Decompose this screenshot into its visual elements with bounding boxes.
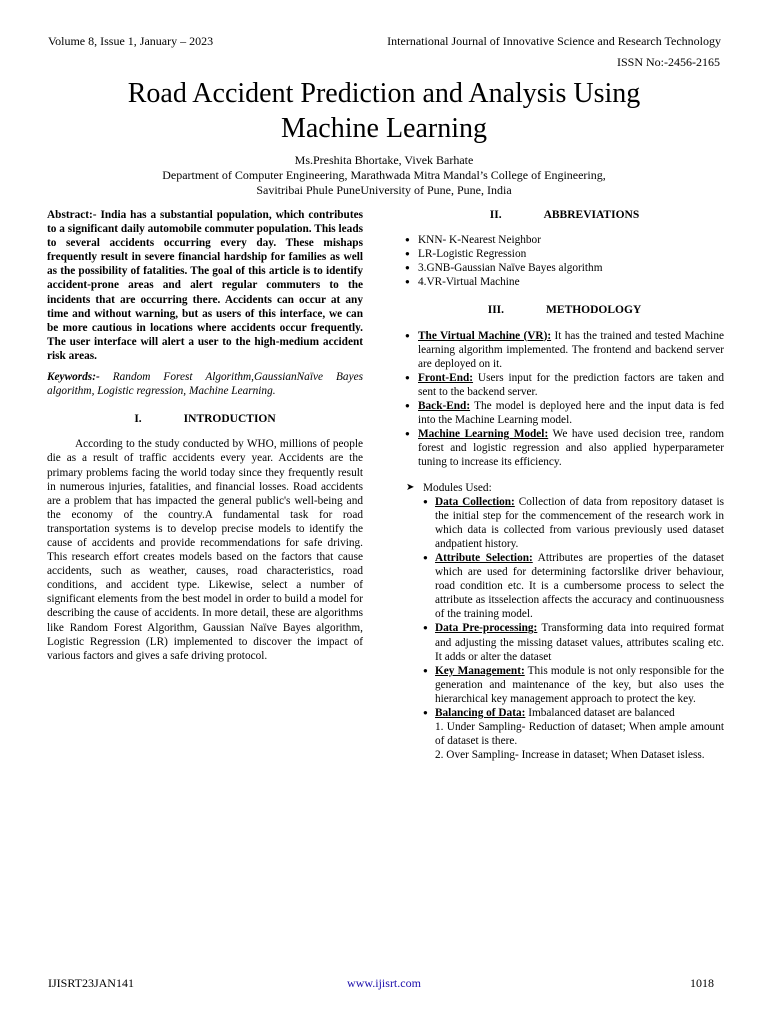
list-item: [423, 621, 724, 663]
list-item-text: Transforming data into required format and adjusting the missing dataset values, attributes scaling etc. It adds or alter the dataset: [435, 622, 725, 663]
list-item-text: Users input for the prediction factors are taken and sent to the backend server.: [418, 371, 724, 398]
paper-id: IJISRT23JAN141: [48, 976, 134, 990]
list-item-text: This module is not only responsible for the generation and maintenance of the key, but also uses the hierarchical key management approach to protect the key.: [435, 664, 724, 705]
list-item: ● LR-Logistic Regression: [405, 247, 724, 261]
journal-website-link[interactable]: www.ijisrt.com: [347, 976, 421, 990]
keywords: [47, 370, 363, 398]
abbreviations-heading-text: ABBREVIATIONS: [543, 209, 640, 221]
list-item: [423, 706, 724, 720]
left-column: [47, 208, 363, 663]
list-item: [423, 551, 724, 621]
abstract-text: India has a substantial population, which contributes to a significant daily automobile commuter population. This leads to several accidents occurring every day. These mishaps frequently result in severe financial hardship for families as well as the possibility of fatalities. The goal of this article is to identify accident-prone areas and alert regular commuters to the incidents that are occurring there. Accidents can occur at any time and without warning, but as users of this interface, we can be more cautious in locations where accidents occur frequently. The user interface will alert a user to the high-medium accident risk areas.: [47, 209, 363, 362]
affiliation-line-2: Savitribai Phule PuneUniversity of Pune, Pune, India: [256, 183, 512, 197]
journal-name: International Journal of Innovative Science and Research Technology: [387, 34, 721, 48]
list-item-text: Attributes are properties of the dataset which are used for determining factorslike driver behaviour, road condition etc. It is a cumbersome process to select the attribute as itsselection affects the accuracy and continuousness of the training model.: [435, 551, 724, 621]
keywords-label: Keywords:-: [47, 371, 100, 384]
right-column: [405, 208, 724, 762]
abbreviations-heading-num: II.: [489, 209, 502, 221]
list-item-term: Attribute Selection:: [435, 551, 533, 564]
list-item-term: Front-End:: [418, 371, 474, 384]
affiliation-line-1: Department of Computer Engineering, Marathwada Mitra Mandal’s College of Engineering,: [162, 168, 606, 182]
paper-title: [40, 76, 728, 146]
issn: ISSN No:-2456-2165: [616, 55, 720, 69]
list-item: [423, 664, 724, 706]
methodology-list: [405, 329, 724, 470]
keywords-text: Random Forest Algorithm,GaussianNaïve Bayes algorithm, Logistic regression, Machine Learning.: [47, 371, 363, 398]
intro-heading-text: INTRODUCTION: [183, 413, 276, 426]
page-number: 1018: [690, 976, 714, 990]
affiliation: [0, 168, 768, 198]
intro-heading-num: I.: [134, 413, 142, 426]
modules-heading: ➤ Modules Used:: [405, 481, 724, 495]
list-item-term: Balancing of Data:: [435, 707, 526, 719]
list-item: ● 3.GNB-Gaussian Naïve Bayes algorithm: [405, 261, 724, 275]
authors: Ms.Preshita Bhortake, Vivek Barhate: [294, 153, 474, 167]
methodology-heading-text: METHODOLOGY: [546, 304, 642, 317]
list-item-term: Data Collection:: [435, 495, 515, 508]
list-item: ● KNN- K-Nearest Neighbor: [405, 233, 724, 247]
abstract-label: Abstract:-: [47, 209, 97, 221]
list-item-term: The Virtual Machine (VR):: [418, 329, 552, 342]
title-line-2: Machine Learning: [280, 113, 488, 144]
abbreviations-heading: [405, 208, 724, 222]
list-item-text: Imbalanced dataset are balanced: [525, 707, 675, 719]
list-item-term: Key Management:: [435, 664, 525, 677]
volume-info: Volume 8, Issue 1, January – 2023: [48, 34, 214, 48]
list-item-term: Data Pre-processing:: [435, 622, 538, 635]
list-item: [405, 399, 724, 427]
list-item: [423, 495, 724, 551]
list-item: [405, 371, 724, 399]
under-sampling-note: 1. Under Sampling- Reduction of dataset; When ample amount of dataset is there.: [435, 721, 724, 748]
list-item-term: Machine Learning Model:: [418, 428, 549, 441]
list-item: [405, 329, 724, 371]
modules-list: [423, 495, 724, 721]
abbreviations-list: [405, 233, 724, 289]
intro-heading: [47, 412, 363, 426]
list-item-text: The model is deployed here and the input data is fed into the Machine Learning model.: [418, 400, 724, 427]
intro-paragraph: According to the study conducted by WHO, millions of people die as a result of traffic accidents every year. Accidents are the primary problems facing the world today since they frequently result in numerous injuries, fatalities, and financial losses. Road accidents are a problem that has impacted the general public's well-being and the economy of the country.A fundamental task for road transportation systems is to develop precise models to identify the cause of accidents and provide recommendations for safe driving. This research effort creates models based on the factors that cause accidents, such as weather, causes, road characteristics, road conditions, and accident type. Likewise, select a number of significant elements from the best model in order to build a model for describing the cause of accidents. In more detail, these are algorithms like Random Forest Algorithm, Gaussian Naïve Bayes algorithm, Logistic Regression (LR) implemented to discover the impact of various factors and gives a safe driving protocol.: [47, 438, 363, 662]
list-item: ● 4.VR-Virtual Machine: [405, 275, 724, 289]
methodology-heading: [405, 303, 724, 317]
title-line-1: Road Accident Prediction and Analysis Using: [127, 78, 641, 109]
list-item-text: It has the trained and tested Machine learning algorithm implemented. The frontend and backend server are deployed on it.: [418, 329, 724, 370]
methodology-heading-num: III.: [487, 304, 505, 317]
list-item: [405, 427, 724, 469]
abstract: [47, 208, 363, 363]
list-item-text: Collection of data from repository dataset is the initial step for the commencement of the research work in which data is collected from various previously used dataset andpatient history.: [435, 495, 724, 550]
intro-section: [47, 437, 363, 663]
over-sampling-note: 2. Over Sampling- Increase in dataset; When Dataset isless.: [435, 749, 705, 762]
list-item-term: Back-End:: [418, 400, 471, 413]
list-item-text: We have used decision tree, random forest and logistic regression and also applied hyperparameter tuning to increase its efficiency.: [418, 428, 724, 469]
